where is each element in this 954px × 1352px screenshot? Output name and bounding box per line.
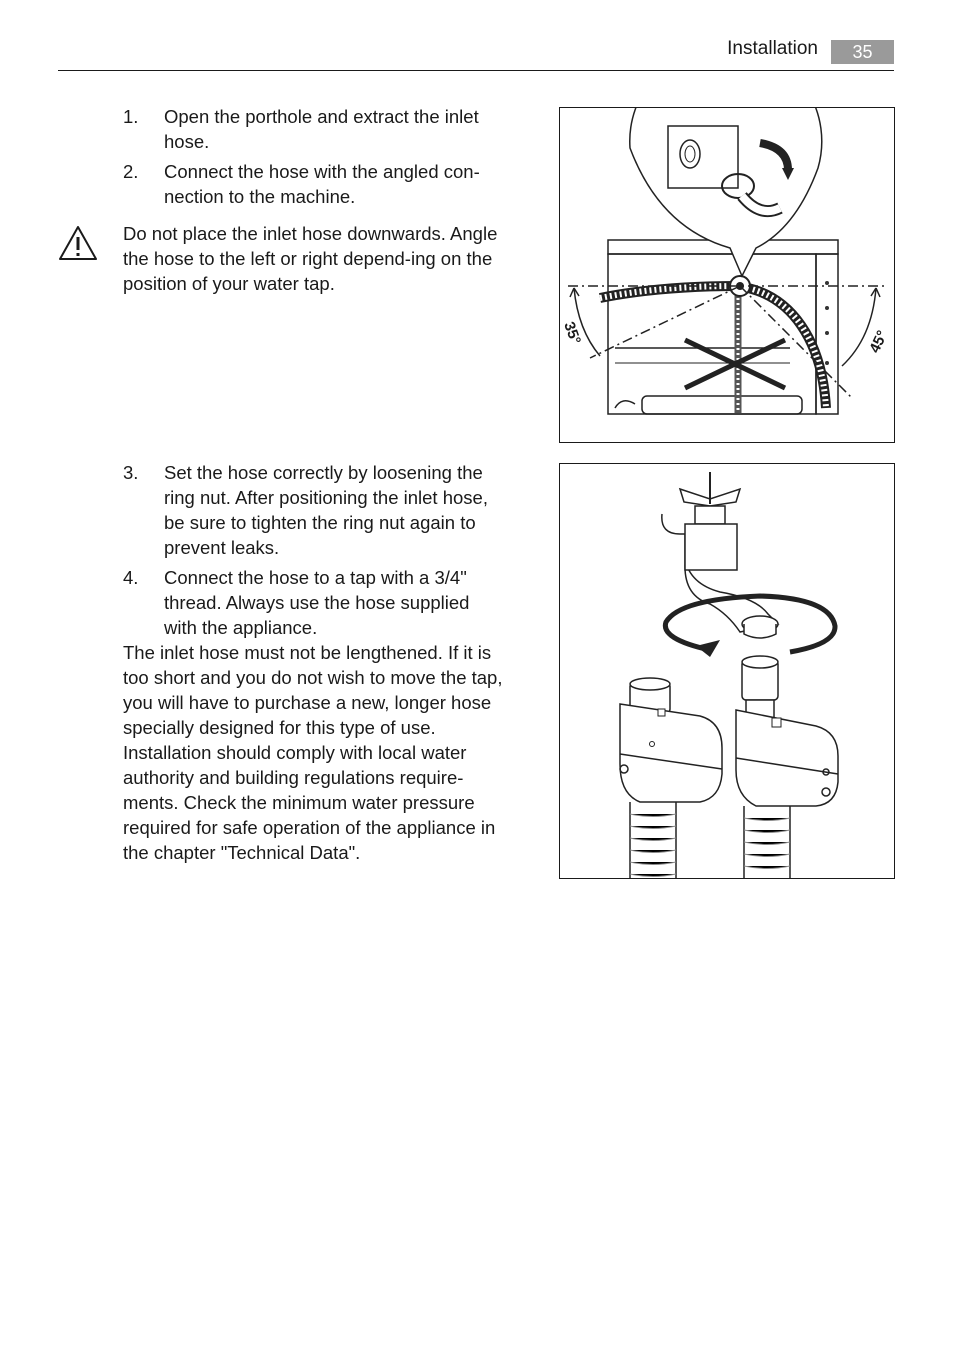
header-divider: [58, 70, 894, 71]
list-item-text: Connect the hose with the angled con-nection to the machine.: [164, 161, 480, 207]
list-item-number: 1.: [123, 106, 139, 127]
list-item-number: 4.: [123, 567, 139, 588]
warning-triangle-icon: [58, 225, 98, 261]
section-title: Installation: [727, 38, 818, 59]
list-item-text: Connect the hose to a tap with a 3/4" thread. Always use the hose supplied with the appliance.: [164, 567, 470, 638]
figure-tap-connection: [559, 463, 895, 879]
list-item-number: 3.: [123, 462, 139, 483]
list-item: [123, 159, 503, 209]
list-item-text: Set the hose correctly by loosening the ring nut. After positioning the inlet hose, be sure to tighten the ring nut again to prevent leaks.: [164, 462, 488, 558]
list-item-number: 2.: [123, 161, 139, 182]
figure-hose-angle: [559, 107, 895, 443]
list-item: [123, 460, 503, 560]
angle-label-right: 45°: [866, 327, 892, 356]
body-paragraph: The inlet hose must not be lengthened. If it is too short and you do not wish to move the tap, you will have to purchase a new, longer hose specially designed for this type of use. Installation should comply with local water authority and building regulations require-ments. Check the minimum water pressure required for safe operation of the appliance in the chapter "Technical Data".: [123, 642, 503, 863]
list-item: [123, 565, 503, 640]
list-item-text: Open the porthole and extract the inlet hose.: [164, 106, 479, 152]
angle-label-left: 35°: [560, 319, 584, 347]
warning-text: Do not place the inlet hose downwards. Angle the hose to the left or right depend-ing on the position of your water tap.: [123, 223, 498, 294]
page-number: 35: [831, 40, 894, 64]
list-item: [123, 104, 503, 154]
